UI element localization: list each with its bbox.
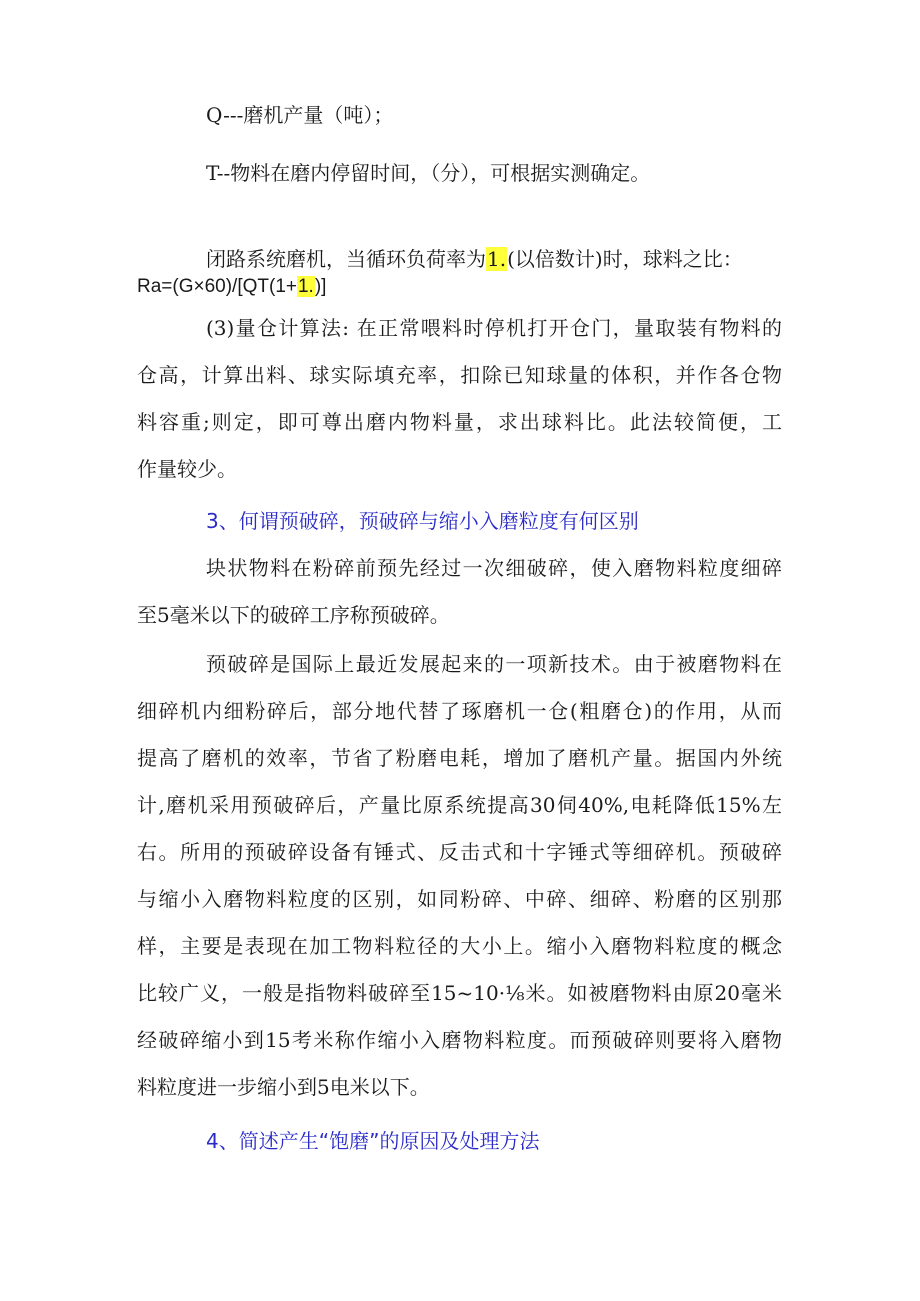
paragraph-line: 细碎机内细粉碎后，部分地代替了琢磨机一仓(粗磨仓)的作用，从而 (137, 699, 782, 723)
method3-line: 作量较少。 (137, 457, 237, 481)
paragraph-line: 料粒度进一步缩小到5电米以下。 (137, 1075, 430, 1099)
paragraph-line: 右。所用的预破碎设备有锤式、反击式和十字锤式等细碎机。预破碎 (137, 840, 782, 864)
closed-loop-text-2: (以倍数计)时，球料之比： (507, 247, 743, 271)
formula-part-b: )] (314, 276, 327, 297)
highlight-value-1: 1. (487, 247, 507, 271)
paragraph-line: 块状物料在粉碎前预先经过一次细破碎，使入磨物料粒度细碎 (206, 556, 782, 580)
highlight-value-2: 1. (297, 276, 314, 297)
paragraph-line: 与缩小入磨物料粒度的区别，如同粉碎、中碎、细碎、粉磨的区别那 (137, 887, 782, 911)
closed-loop-sentence (206, 244, 743, 274)
method3-line: 仓高，计算出料、球实际填充率，扣除已知球量的体积，并作各仓物 (137, 363, 782, 387)
paragraph-line: 至5毫米以下的破碎工序称预破碎。 (137, 603, 450, 627)
method3-line: 料容重;则定，即可尊出磨内物料量，求出球料比。此法较简便，工 (137, 410, 782, 434)
definition-q: Q---磨机产量（吨）； (206, 103, 394, 127)
paragraph-line: 计,磨机采用预破碎后，产量比原系统提高30伺40%,电耗降低15%左 (137, 793, 782, 817)
paragraph-line: 提高了磨机的效率，节省了粉磨电耗，增加了磨机产量。据国内外统 (137, 746, 782, 770)
formula-part-a: Ra=(G×60)/[QT(1+ (137, 276, 297, 297)
paragraph-line: 预破碎是国际上最近发展起来的一项新技术。由于被磨物料在 (206, 652, 782, 676)
ball-ratio-formula (137, 272, 326, 302)
paragraph-line: 样，主要是表现在加工物料粒径的大小上。缩小入磨物料粒度的概念 (137, 934, 782, 958)
section-heading-3: 3、何谓预破碎，预破碎与缩小入磨粒度有何区别 (206, 509, 639, 533)
paragraph-line: 比较广义，一般是指物料破碎至15~10·⅛米。如被磨物料由原20毫米 (137, 981, 782, 1005)
closed-loop-text-1: 闭路系统磨机，当循环负荷率为 (206, 247, 486, 271)
method3-line: (3)量仓计算法: 在正常喂料时停机打开仓门，量取装有物料的 (206, 316, 782, 340)
paragraph-line: 经破碎缩小到15考米称作缩小入磨物料粒度。而预破碎则要将入磨物 (137, 1028, 782, 1052)
section-heading-4: 4、简述产生“饱磨”的原因及处理方法 (206, 1129, 540, 1153)
definition-t: T--物料在磨内停留时间，（分），可根据实测确定。 (206, 161, 651, 185)
